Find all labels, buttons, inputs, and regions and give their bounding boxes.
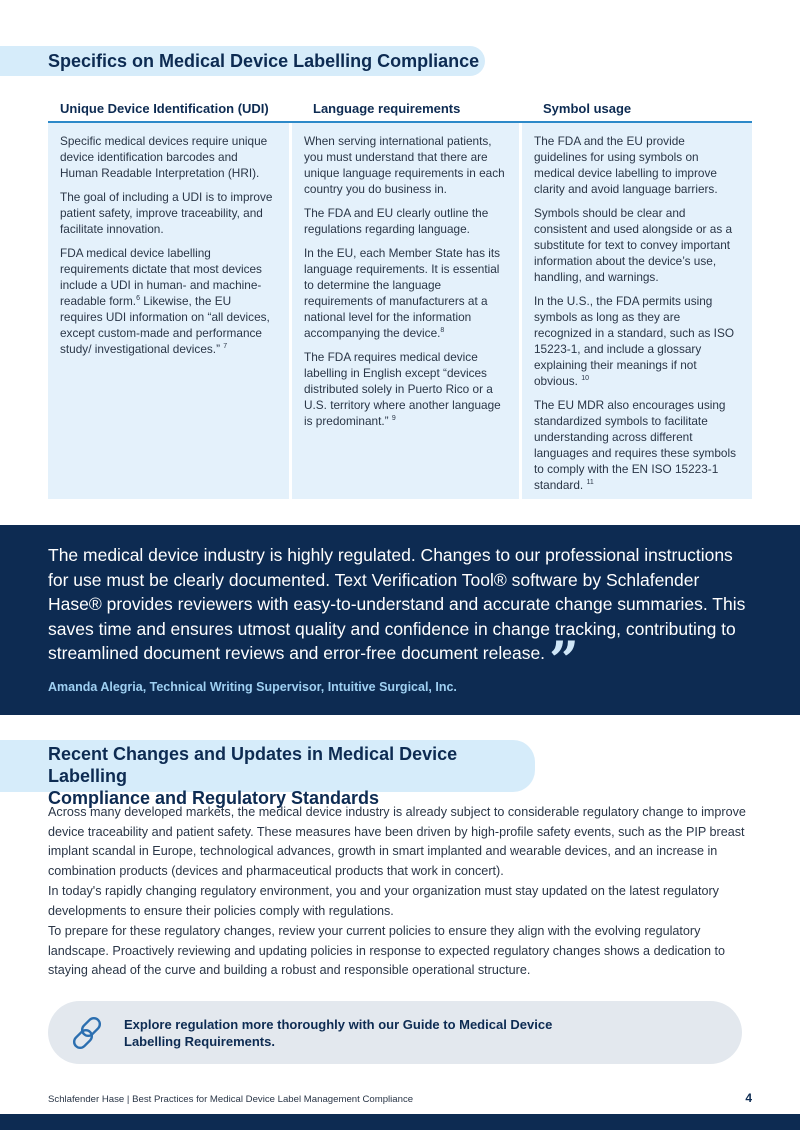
language-paragraph: When serving international patients, you must understand that there are unique language requirements in each country you do business in. (304, 134, 505, 196)
column-udi (48, 123, 289, 499)
recent-changes-body (48, 803, 752, 982)
udi-paragraph: The goal of including a UDI is to improve patient safety, improve traceability, and facilitate innovation. (60, 190, 273, 236)
footer-title: Schlafender Hase | Best Practices for Medical Device Label Management Compliance (48, 1094, 414, 1105)
footnote-ref: 10 (581, 375, 590, 383)
table-body (48, 123, 752, 499)
language-paragraph: In the EU, each Member State has its language requirements. It is essential to determine the language requirements of manufacturers at a national level for the information accompanying the device.$^8$ (304, 246, 501, 340)
requirements-table (48, 96, 752, 499)
quote-text: The medical device industry is highly regulated. Changes to our professional instructions for use must be clearly documented. Text Verification Tool® software by Schlafender Hase® provides reviewers with easy-to-understand and accurate change summaries. This saves time and ensures utmost quality and confidence in change tracking, contributing to streamlined document reviews and error-free document release.” (48, 545, 746, 692)
footer-bar (0, 1114, 800, 1130)
footnote-ref: 7 (223, 343, 228, 351)
heading-line: Compliance and Regulatory Standards (48, 788, 380, 808)
language-paragraph: The FDA and EU clearly outline the regulations regarding language. (304, 206, 489, 236)
heading-line: Recent Changes and Updates in Medical Device Labelling (48, 744, 458, 786)
footnote-ref: 11 (586, 479, 594, 487)
language-paragraph: The FDA requires medical device labelling in English except “devices distributed solely in Puerto Rico or a U.S. territory where another language is predominant.” $^9$ (304, 350, 501, 428)
guide-callout-link[interactable] (48, 1001, 742, 1064)
symbols-paragraph: The FDA and the EU provide guidelines for using symbols on medical device labelling to improve clarity and avoid language barriers. (534, 134, 718, 196)
symbols-paragraph: The EU MDR also encourages using standardized symbols to facilitate understanding across different languages and requires these symbols to comply with the EN ISO 15223-1 standard. $^{11}$ (534, 398, 736, 492)
body-paragraph: Across many developed markets, the medical device industry is already subject to considerable regulatory change to improve device traceability and patient safety. These measures have been driven by high-profile safety events, such as the PIP breast implant scandal in Europe, technological advances, growth in smart implanted and wearable devices, and an increase in combination products (devices and pharmaceutical products that work in concert). (48, 805, 746, 878)
body-paragraph: In today's rapidly changing regulatory environment, you and your organization must stay updated on the latest regulatory developments to ensure their policies comply with regulations. (48, 884, 719, 918)
symbols-paragraph: In the U.S., the FDA permits using symbols as long as they are recognized in a standard, such as ISO 15223-1, and include a glossary explaining their meanings if not obvious. $^{10}$ (534, 294, 735, 388)
page-number: 4 (745, 1091, 752, 1105)
column-header-udi: Unique Device Identification (UDI) (60, 101, 269, 116)
udi-paragraph: Specific medical devices require unique device identification barcodes and Human Readable Interpretation (HRI). (60, 134, 268, 180)
link-icon (66, 1012, 108, 1054)
quote-author: Amanda Alegria, Technical Writing Supervisor, Intuitive Surgical, Inc. (48, 679, 457, 694)
section-heading-labelling-compliance: Specifics on Medical Device Labelling Compliance (0, 46, 485, 76)
column-header-symbols: Symbol usage (543, 101, 632, 116)
column-header-language: Language requirements (313, 101, 461, 116)
column-symbols (522, 123, 752, 499)
symbols-paragraph: Symbols should be clear and consistent and used alongside or as a substitute for text to convey important information about the device’s use, handling, and warnings. (534, 206, 733, 284)
section-heading-recent-changes (0, 740, 535, 808)
body-paragraph: To prepare for these regulatory changes, review your current policies to ensure they align with the evolving regulatory landscape. Proactively reviewing and updating policies in response to expected regulatory changes shows a dedication to staying ahead of the curve and building a robust and responsible operational structure. (48, 924, 725, 977)
callout-text[interactable]: Explore regulation more thoroughly with our Guide to Medical Device Labelling Requirements. (124, 1016, 553, 1049)
footnote-ref: 6 (136, 295, 140, 303)
udi-paragraph: FDA medical device labelling requirements dictate that most devices include a UDI in human- and machine-readable form.$^6$ Likewise, the EU requires UDI information on “all devices, except custom-made and performance study/ investigational devices.” $^7$ (60, 246, 270, 356)
testimonial-quote-block (0, 525, 800, 715)
footnote-ref: 9 (391, 415, 396, 423)
footnote-ref: 8 (440, 327, 445, 335)
quote-mark-icon: ” (549, 631, 579, 692)
column-language (292, 123, 519, 499)
table-header-row (48, 96, 752, 123)
